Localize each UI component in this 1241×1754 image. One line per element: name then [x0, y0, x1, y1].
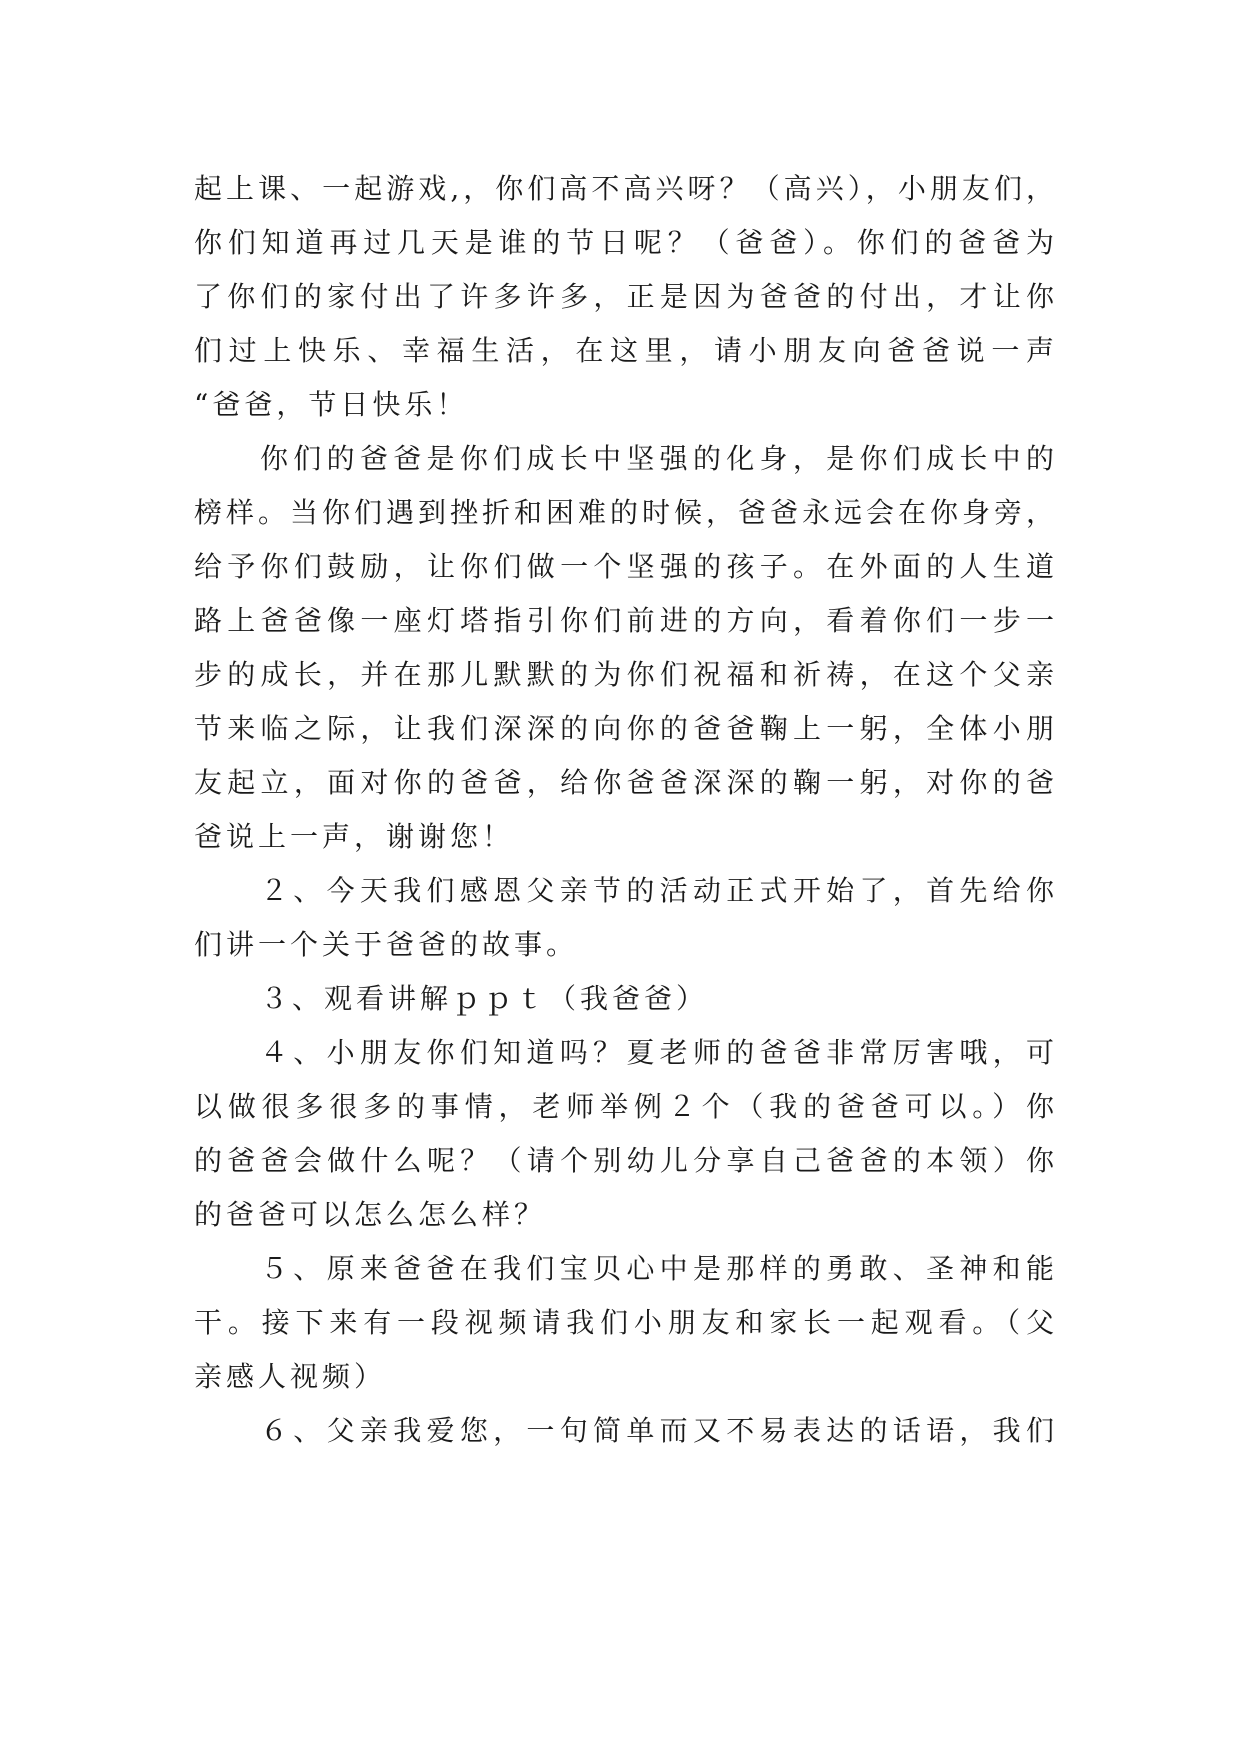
text-line: 干。接下来有一段视频请我们小朋友和家长一起观看。（父 [194, 1306, 1054, 1339]
text-line: ２、今天我们感恩父亲节的活动正式开始了，首先给你 [260, 874, 1054, 907]
text-line: 友起立，面对你的爸爸，给你爸爸深深的鞠一躬，对你的爸 [194, 766, 1054, 799]
text-line: ４、小朋友你们知道吗？夏老师的爸爸非常厉害哦，可 [260, 1036, 1054, 1069]
text-line: 节来临之际，让我们深深的向你的爸爸鞠上一躬，全体小朋 [194, 712, 1054, 745]
text-line: 以做很多很多的事情，老师举例２个（我的爸爸可以。）你 [194, 1090, 1054, 1123]
body-text [194, 162, 1054, 1458]
text-line: 的爸爸会做什么呢？（请个别幼儿分享自己爸爸的本领）你 [194, 1144, 1054, 1177]
text-line: ３、观看讲解ｐｐｔ（我爸爸） [260, 982, 709, 1015]
text-line: 你们的爸爸是你们成长中坚强的化身，是你们成长中的 [260, 442, 1054, 475]
text-line: 榜样。当你们遇到挫折和困难的时候，爸爸永远会在你身旁， [194, 496, 1054, 529]
text-line: 你们知道再过几天是谁的节日呢？（爸爸）。你们的爸爸为 [194, 226, 1054, 259]
text-line: 了你们的家付出了许多许多，正是因为爸爸的付出，才让你 [194, 280, 1054, 313]
text-line: 的爸爸可以怎么怎么样？ [194, 1198, 547, 1231]
text-line: 们过上快乐、幸福生活，在这里，请小朋友向爸爸说一声 [194, 334, 1054, 367]
text-line: 起上课、一起游戏,，你们高不高兴呀？（高兴），小朋友们， [194, 172, 1054, 205]
text-line: 亲感人视频） [194, 1360, 387, 1393]
text-line: 步的成长，并在那儿默默的为你们祝福和祈祷，在这个父亲 [194, 658, 1054, 691]
text-line: 们讲一个关于爸爸的故事。 [194, 928, 579, 961]
text-line: 路上爸爸像一座灯塔指引你们前进的方向，看着你们一步一 [194, 604, 1054, 637]
text-line: 爸说上一声，谢谢您！ [194, 820, 515, 853]
text-line: ５、原来爸爸在我们宝贝心中是那样的勇敢、圣神和能 [260, 1252, 1054, 1285]
text-line: ６、父亲我爱您，一句简单而又不易表达的话语，我们 [260, 1414, 1054, 1447]
text-line: 给予你们鼓励，让你们做一个坚强的孩子。在外面的人生道 [194, 550, 1054, 583]
text-line: “爸爸，节日快乐！ [194, 388, 469, 421]
